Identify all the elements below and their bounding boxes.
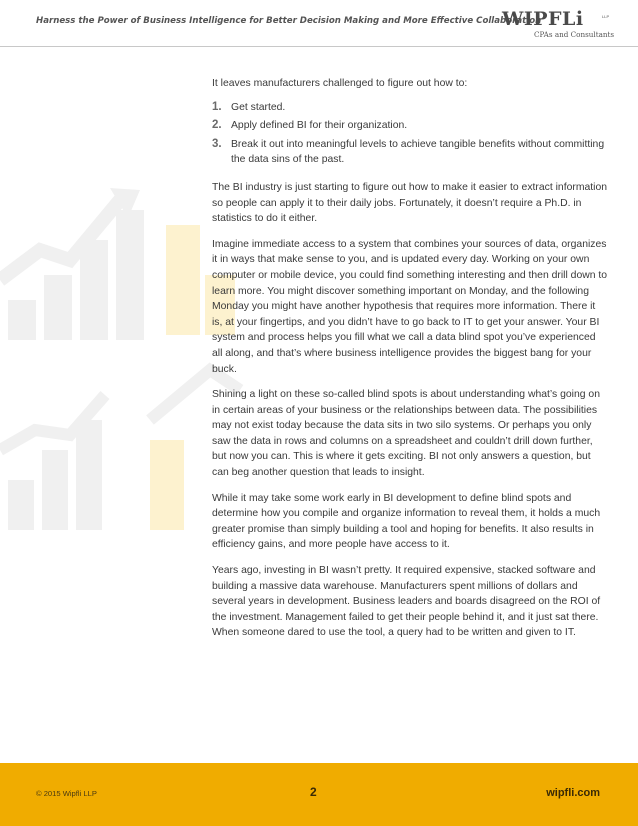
list-text: Apply defined BI for their organization. (231, 120, 408, 132)
logo-tm: LLP (602, 14, 610, 19)
bar-chart-icon-bottom (0, 370, 240, 530)
list-item (212, 118, 608, 134)
website-link[interactable]: wipfli.com (546, 787, 600, 799)
header-divider (0, 46, 638, 47)
list-number: 2. (212, 119, 222, 132)
bar-chart-icon-top (0, 188, 144, 340)
steps-list (212, 100, 608, 168)
page-number: 2 (310, 785, 317, 799)
page-header (0, 0, 638, 46)
list-item (212, 100, 608, 116)
logo-wordmark: WIPFLi (502, 8, 584, 30)
paragraph-years-ago: Years ago, investing in BI wasn’t pretty. It required expensive, stacked software and building a massive data warehouse. Manufacturers spent millions of dollars and several years in development. Business leaders and boards disagreed on the ROI of the investment. Management failed to get their people behind it, and it just sat there. When someone dared to use the tool, a query had to be written and given to IT. (212, 565, 601, 639)
paragraph-blind-spots: Shining a light on these so-called blind spots is about understanding what’s going on in certain areas of your business or the relationships between data. The possibilities may not exist today because the data sits in two silo systems. Or perhaps you only saw the data in rows and columns on a spreadsheet and couldn’t drill down further, but now you can. This is where it gets exciting. BI not only answers a question, but can beg another question that leads to insight. (212, 389, 600, 479)
paragraph-bi-industry: The BI industry is just starting to figure out how to make it easier to extract information so people can apply it to their daily jobs. Fortunately, it doesn’t require a Ph.D. in statistics to do it either. (212, 181, 608, 225)
list-item (212, 137, 608, 168)
list-number: 3. (212, 137, 222, 150)
paragraph-development: While it may take some work early in BI development to define blind spots and determine how you compile and organize information to reveal them, it holds a much greater promise than simply building a tool and hoping for benefits. It also results in efficiency gains, and more people have access to it. (212, 492, 601, 551)
intro-text: It leaves manufacturers challenged to figure out how to: (212, 78, 468, 89)
main-content (212, 76, 608, 651)
header-title: Harness the Power of Business Intelligence for Better Decision Making and More Effective Collaboration (36, 16, 542, 26)
list-number: 1. (212, 100, 222, 113)
copyright-text: © 2015 Wipfli LLP (36, 789, 97, 798)
wipfli-logo (502, 8, 615, 44)
page-footer (0, 763, 638, 826)
logo-tagline: CPAs and Consultants (534, 30, 615, 39)
list-text: Break it out into meaningful levels to achieve tangible benefits without committing the data sins of the past. (231, 138, 605, 166)
list-text: Get started. (231, 101, 286, 113)
paragraph-imagine-access: Imagine immediate access to a system that combines your sources of data, organizes it in ways that make sense to you, and is updated every day. Working on your own computer or mobile device, you could find something interesting and then drill down to learn more. You might discover something important on Monday, and the following Monday you might have another hypothesis that requires more information. There it is, at your fingertips, and you didn’t have to go back to IT to get your answer. Your BI system and process helps you fill what we call a data blind spot you’ve experienced all along, and that’s where business intelligence provides the biggest bang for your buck. (212, 238, 608, 375)
